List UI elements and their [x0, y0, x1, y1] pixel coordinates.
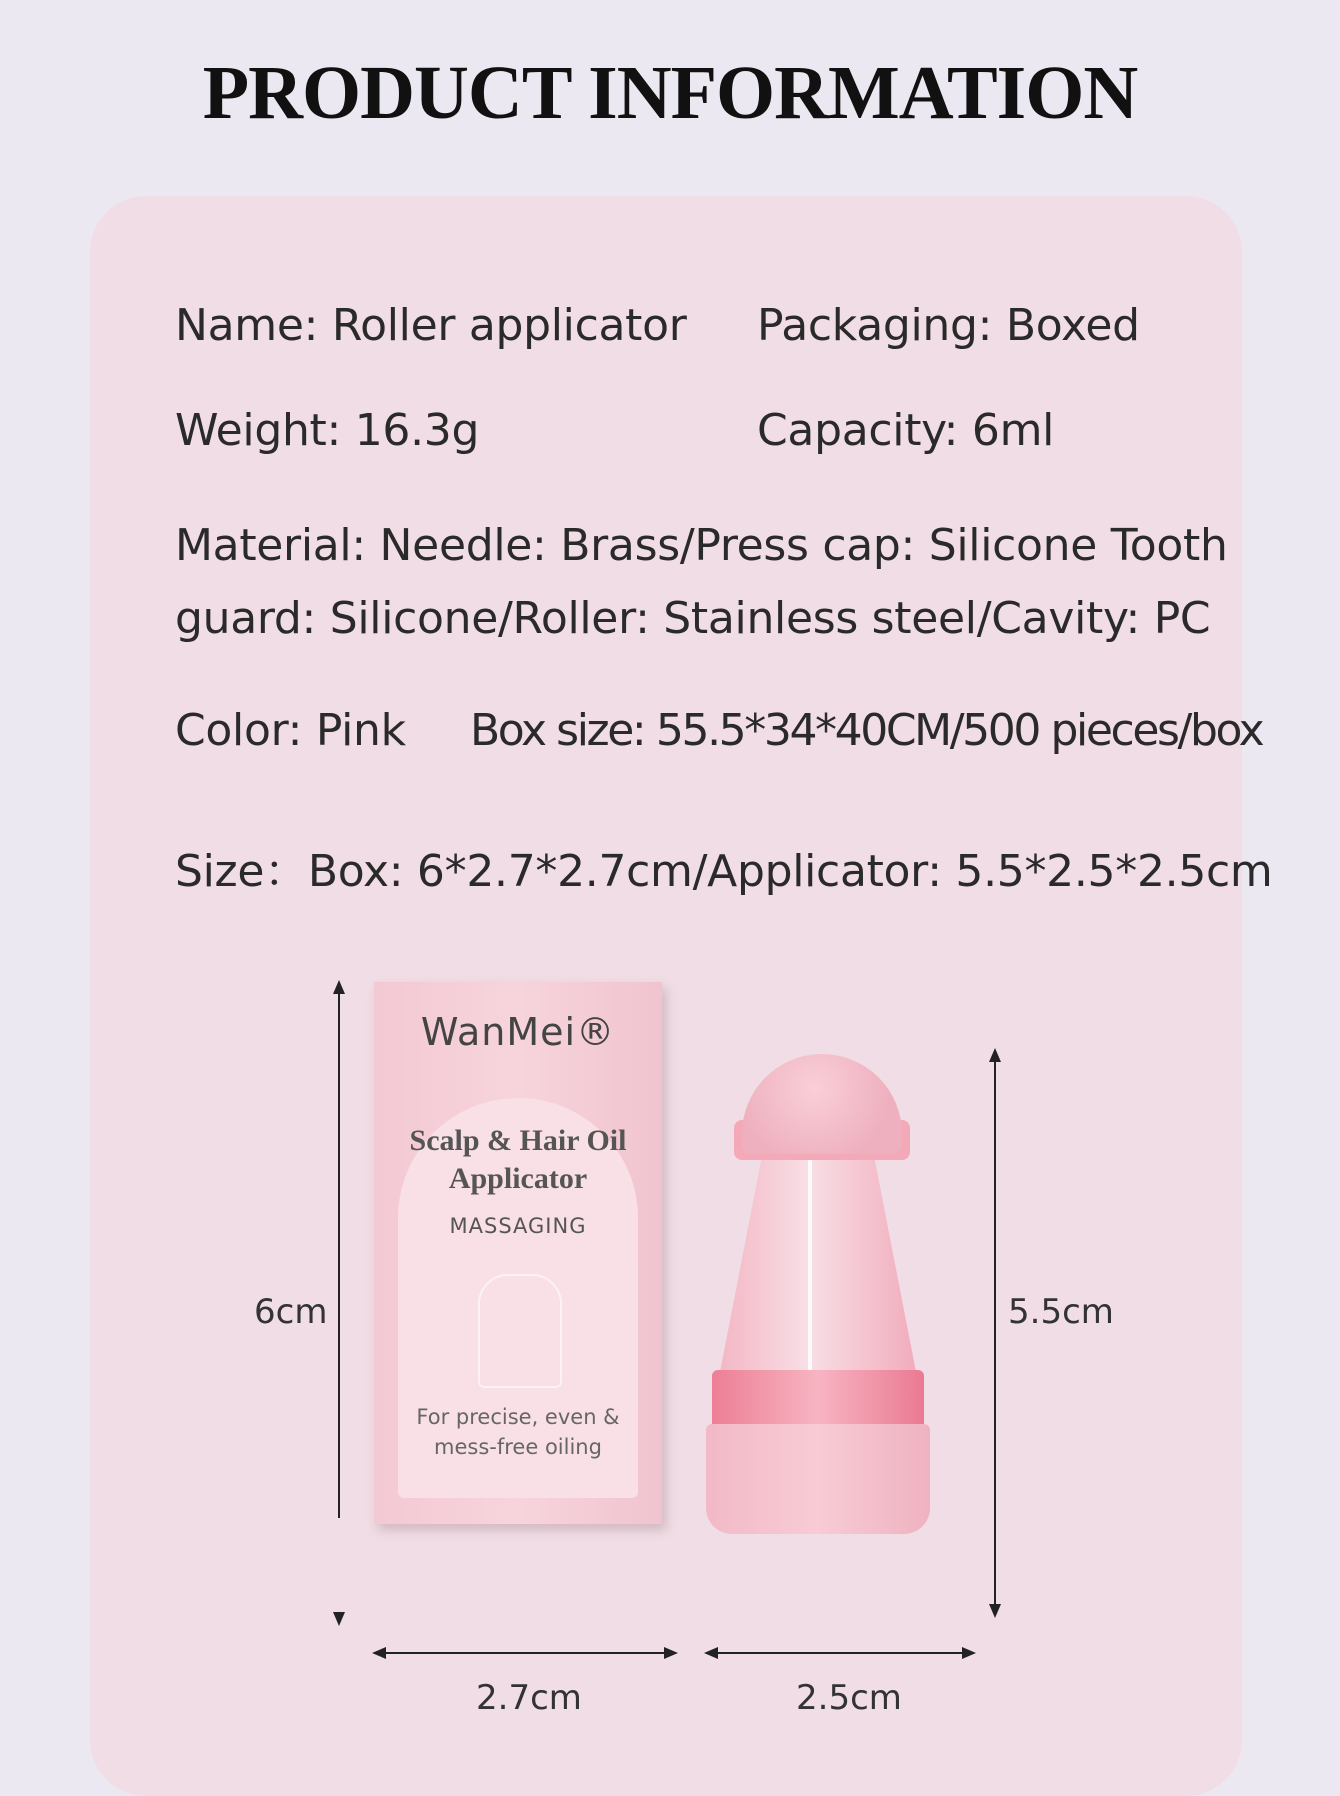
arrow-down-icon — [989, 1604, 1001, 1618]
arrow-right-icon — [664, 1647, 678, 1659]
box-width-line — [380, 1652, 664, 1654]
box-tagline-line1: For precise, even & — [416, 1405, 620, 1429]
applicator-tooth-guard — [706, 1424, 930, 1534]
box-title-line1: Scalp & Hair Oil — [409, 1124, 627, 1157]
spec-material-line2: guard: Silicone/Roller: Stainless steel/Cavity: PC — [175, 593, 1211, 644]
product-box — [374, 982, 662, 1524]
box-height-line — [338, 988, 340, 1518]
applicator-needle — [808, 1150, 812, 1380]
applicator-width-label: 2.5cm — [796, 1678, 902, 1718]
arrow-up-icon — [989, 1048, 1001, 1062]
arrow-left-icon — [372, 1647, 386, 1659]
spec-size: Size：Box: 6*2.7*2.7cm/Applicator: 5.5*2.5*2.5cm — [175, 846, 1273, 897]
spec-box-size: Box size: 55.5*34*40CM/500 pieces/box — [470, 705, 1263, 756]
arrow-right-icon — [962, 1647, 976, 1659]
spec-weight: Weight: 16.3g — [175, 405, 480, 456]
box-width-label: 2.7cm — [476, 1678, 582, 1718]
applicator-roller-ring — [712, 1370, 924, 1430]
arrow-left-icon — [704, 1647, 718, 1659]
page-title: PRODUCT INFORMATION — [202, 51, 1138, 135]
brand-logo: WanMei® — [420, 1010, 616, 1054]
box-title — [374, 1122, 662, 1198]
applicator-outline-icon — [478, 1274, 562, 1388]
spec-material-line1: Material: Needle: Brass/Press cap: Silicone Tooth — [175, 520, 1228, 571]
box-tagline-line2: mess-free oiling — [434, 1435, 602, 1459]
spec-capacity: Capacity: 6ml — [757, 405, 1055, 456]
spec-color: Color: Pink — [175, 705, 406, 756]
spec-packaging: Packaging: Boxed — [757, 300, 1140, 351]
box-title-line2: Applicator — [448, 1162, 588, 1195]
arrow-down-icon — [333, 1612, 345, 1626]
applicator-height-line — [994, 1056, 996, 1612]
spec-name: Name: Roller applicator — [175, 300, 687, 351]
box-subtitle: MASSAGING — [449, 1214, 587, 1238]
arrow-up-icon — [333, 980, 345, 994]
box-tagline — [374, 1402, 662, 1462]
applicator-width-line — [712, 1652, 962, 1654]
box-height-label: 6cm — [254, 1292, 328, 1332]
applicator-height-label: 5.5cm — [1008, 1292, 1114, 1332]
